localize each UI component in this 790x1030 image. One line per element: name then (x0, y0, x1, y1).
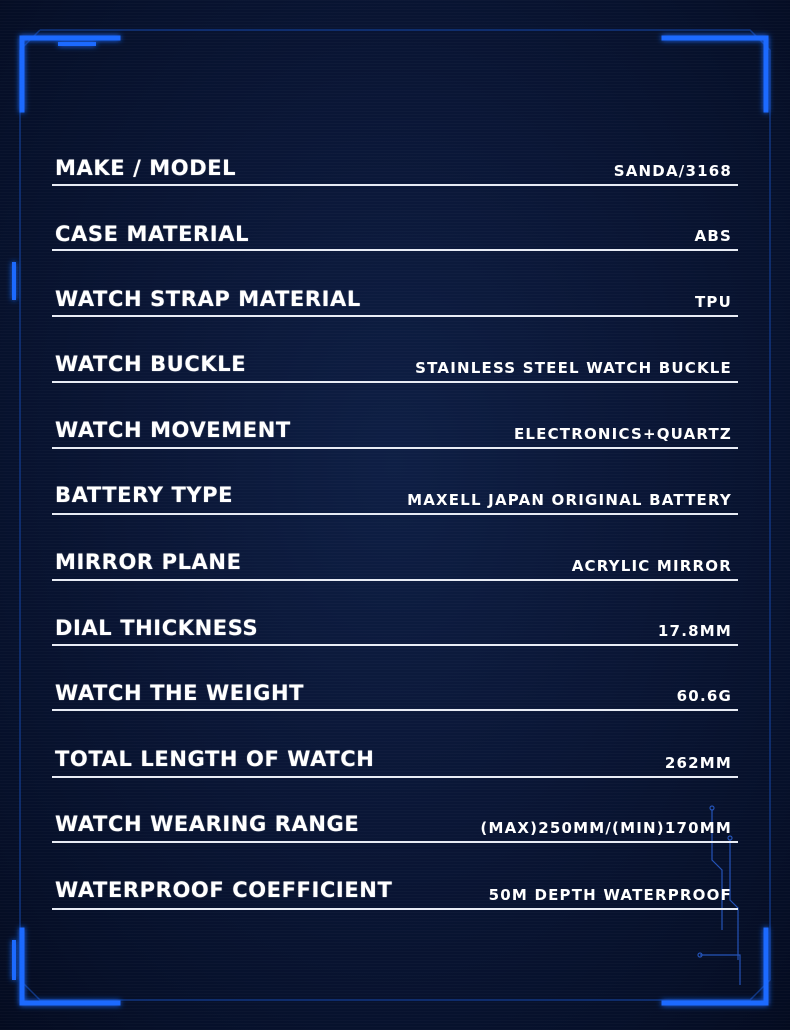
spec-label: DIAL THICKNESS (55, 616, 259, 640)
spec-value: 60.6G (676, 687, 732, 705)
spec-value: 17.8MM (657, 622, 732, 640)
spec-value: SANDA/3168 (613, 162, 732, 180)
spec-row-case-material (52, 203, 738, 251)
spec-value: TPU (694, 293, 732, 311)
spec-row-dial-thickness (52, 598, 738, 646)
spec-row-strap-material (52, 269, 738, 317)
spec-row-waterproof (52, 862, 738, 910)
spec-row-buckle (52, 335, 738, 383)
spec-label: WATCH MOVEMENT (55, 418, 291, 442)
spec-row-mirror-plane (52, 533, 738, 581)
spec-row-weight (52, 663, 738, 711)
spec-value: ELECTRONICS+QUARTZ (513, 425, 732, 443)
spec-row-total-length (52, 730, 738, 778)
spec-row-battery-type (52, 467, 738, 515)
spec-value: 262MM (664, 754, 732, 772)
spec-row-make-model (52, 138, 738, 186)
spec-label: WATCH WEARING RANGE (55, 812, 360, 836)
spec-value: ABS (694, 227, 732, 245)
spec-value: MAXELL JAPAN ORIGINAL BATTERY (407, 491, 732, 509)
spec-label: MIRROR PLANE (55, 550, 242, 574)
spec-label: CASE MATERIAL (55, 222, 250, 246)
spec-value: ACRYLIC MIRROR (571, 557, 732, 575)
spec-label: TOTAL LENGTH OF WATCH (55, 747, 375, 771)
spec-label: BATTERY TYPE (55, 483, 234, 507)
spec-label: WATCH STRAP MATERIAL (55, 287, 361, 311)
spec-row-wearing-range (52, 795, 738, 843)
spec-row-movement (52, 401, 738, 449)
spec-label: WATCH BUCKLE (55, 352, 247, 376)
spec-value: (MAX)250MM/(MIN)170MM (480, 819, 732, 837)
spec-label: WATERPROOF COEFFICIENT (55, 878, 393, 902)
spec-value: STAINLESS STEEL WATCH BUCKLE (415, 359, 732, 377)
spec-label: WATCH THE WEIGHT (55, 681, 305, 705)
spec-value: 50M DEPTH WATERPROOF (488, 886, 732, 904)
spec-label: MAKE / MODEL (55, 156, 237, 180)
